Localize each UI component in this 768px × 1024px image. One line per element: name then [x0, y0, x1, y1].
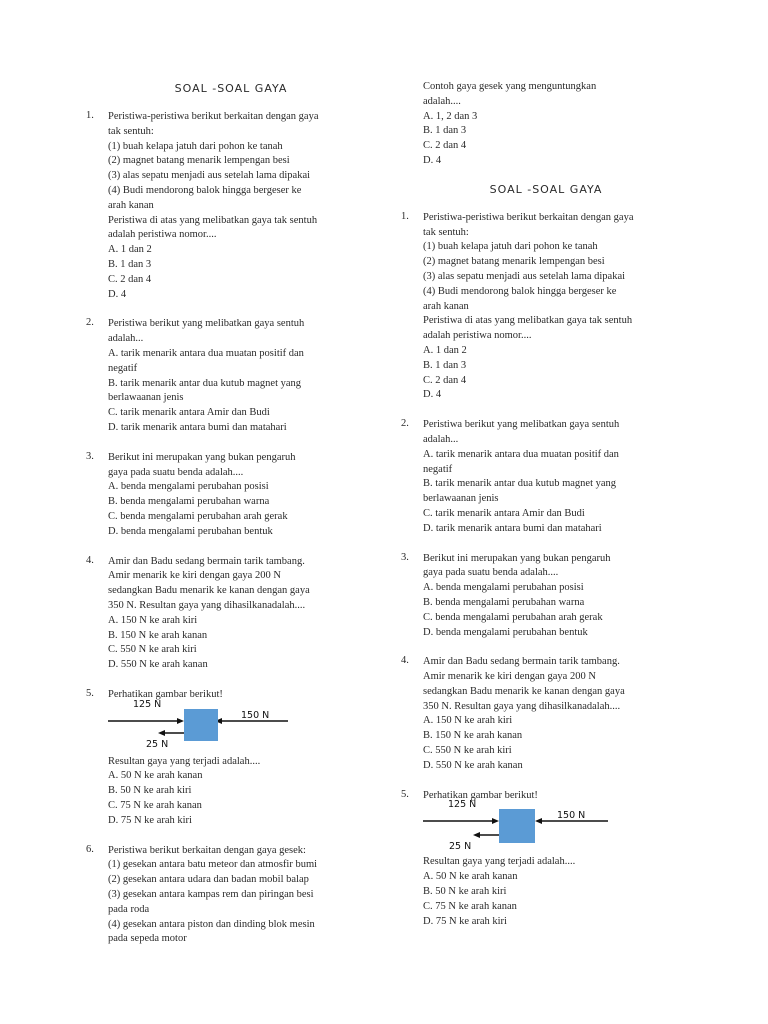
answer-option: B. 50 N ke arah kiri	[423, 886, 507, 898]
answer-option: A. 150 N ke arah kiri	[423, 715, 513, 727]
list-item: (4) gesekan antara piston dan dinding blok mesin	[108, 918, 315, 930]
question-text: Contoh gaya gesek yang menguntungkan	[423, 81, 597, 92]
question-text: Amir menarik ke kiri dengan gaya 200 N	[108, 570, 281, 582]
arrowhead	[535, 818, 542, 824]
question-number: 6.	[86, 843, 94, 855]
question-text: Peristiwa-peristiwa berikut berkaitan dengan gaya	[423, 211, 634, 223]
question-text: sedangkan Badu menarik ke kanan dengan gaya	[423, 685, 625, 697]
list-item: arah kanan	[423, 300, 469, 312]
question-3	[86, 451, 376, 540]
answer-option: A. tarik menarik antara dua muatan positif dan	[108, 347, 304, 359]
answer-option: negatif	[423, 463, 453, 475]
question-text: gaya pada suatu benda adalah....	[423, 567, 559, 579]
answer-option: A. 1 dan 2	[108, 244, 152, 256]
answer-option: A. 50 N ke arah kanan	[108, 770, 203, 782]
answer-option: C. 2 dan 4	[423, 374, 467, 386]
answer-option: berlawaanan jenis	[108, 392, 184, 404]
arrowhead	[492, 818, 499, 824]
question-text: tak sentuh:	[108, 125, 154, 137]
question-text: tak sentuh:	[423, 226, 469, 238]
question-text: Resultan gaya yang terjadi adalah....	[423, 856, 576, 868]
block	[499, 809, 535, 843]
answer-option: C. benda mengalami perubahan arah gerak	[423, 611, 603, 623]
list-item: (4) Budi mendorong balok hingga bergeser ke	[423, 285, 617, 297]
question-text: Peristiwa berikut yang melibatkan gaya sentuh	[108, 318, 305, 330]
answer-option: A. 150 N ke arah kiri	[108, 614, 198, 626]
list-item: (1) buah kelapa jatuh dari pohon ke tanah	[423, 241, 598, 253]
answer-option: A. 1 dan 2	[423, 344, 467, 356]
answer-option: A. benda mengalami perubahan posisi	[108, 481, 269, 493]
question-number: 3.	[401, 551, 409, 563]
answer-option: B. 50 N ke arah kiri	[108, 785, 192, 797]
question-4	[86, 555, 376, 673]
question-text: gaya pada suatu benda adalah....	[108, 466, 244, 478]
list-item: arah kanan	[108, 199, 154, 211]
list-item: (4) Budi mendorong balok hingga bergeser ke	[108, 184, 302, 196]
question-text: Resultan gaya yang terjadi adalah....	[108, 755, 261, 767]
answer-option: D. 4	[108, 288, 127, 300]
question-number: 4.	[401, 655, 409, 667]
answer-option: D. 550 N ke arah kanan	[108, 659, 208, 671]
answer-option: B. tarik menarik antar dua kutub magnet yang	[423, 478, 617, 490]
list-item: (3) gesekan antara kampas rem dan piringan besi	[108, 889, 314, 901]
left-column	[86, 80, 376, 962]
answer-option: A. 50 N ke arah kanan	[423, 871, 518, 883]
question-text: 350 N. Resultan gaya yang dihasilkanadalah....	[108, 599, 306, 611]
question-text: adalah peristiwa nomor....	[108, 229, 217, 241]
question-2	[401, 418, 691, 536]
force-diagram	[423, 799, 691, 853]
answer-option: B. tarik menarik antar dua kutub magnet yang	[108, 377, 302, 389]
list-item: (3) alas sepatu menjadi aus setelah lama dipakai	[423, 270, 626, 282]
answer-option: C. 75 N ke arah kanan	[423, 900, 517, 912]
force-label: 150 N	[241, 709, 270, 721]
block	[184, 709, 218, 741]
question-text: Perhatikan gambar berikut!	[423, 789, 538, 801]
question-text: adalah...	[423, 433, 459, 445]
list-item: (1) gesekan antara batu meteor dan atmosfir bumi	[108, 859, 318, 871]
answer-option: B. 1 dan 3	[108, 258, 152, 270]
force-label: 125 N	[133, 698, 162, 710]
question-text: Amir dan Badu sedang bermain tarik tambang.	[423, 656, 620, 668]
arrowhead	[158, 730, 165, 736]
answer-option: D. 75 N ke arah kiri	[423, 915, 507, 927]
question-text: Peristiwa berikut berkaitan dengan gaya gesek:	[108, 844, 306, 856]
question-5	[86, 688, 376, 829]
question-text: Amir menarik ke kiri dengan gaya 200 N	[423, 671, 596, 683]
answer-option: C. 2 dan 4	[423, 140, 467, 152]
question-text: Perhatikan gambar berikut!	[108, 688, 223, 700]
arrowhead	[177, 718, 184, 724]
question-text: Peristiwa-peristiwa berikut berkaitan dengan gaya	[108, 111, 319, 122]
list-item: (2) magnet batang menarik lempengan besi	[423, 256, 605, 268]
answer-option: D. 550 N ke arah kanan	[423, 759, 523, 771]
answer-option: negatif	[108, 362, 138, 374]
answer-option: C. tarik menarik antara Amir dan Budi	[423, 507, 585, 519]
answer-option: D. tarik menarik antara bumi dan matahari	[108, 421, 287, 433]
answer-option: C. 550 N ke arah kiri	[108, 644, 197, 656]
force-label: 125 N	[448, 799, 477, 811]
force-label: 150 N	[557, 810, 586, 822]
right-column	[401, 80, 691, 944]
question-text: Peristiwa di atas yang melibatkan gaya tak sentuh	[423, 315, 633, 327]
answer-option: B. 1 dan 3	[423, 359, 467, 371]
question-3	[401, 552, 691, 641]
question-4	[401, 655, 691, 773]
question-text: Peristiwa berikut yang melibatkan gaya sentuh	[423, 419, 620, 431]
list-item: (2) magnet batang menarik lempengan besi	[108, 155, 290, 167]
answer-option: B. 150 N ke arah kanan	[423, 730, 523, 742]
force-diagram-svg	[108, 705, 298, 753]
answer-option: B. benda mengalami perubahan warna	[108, 496, 270, 508]
question-number: 5.	[401, 788, 409, 800]
question-text: sedangkan Badu menarik ke kanan dengan gaya	[108, 585, 310, 597]
force-label: 25 N	[146, 738, 169, 750]
question-text: adalah...	[108, 333, 144, 345]
list-item: (3) alas sepatu menjadi aus setelah lama dipakai	[108, 170, 311, 182]
question-number: 3.	[86, 450, 94, 462]
question-number: 4.	[86, 554, 94, 566]
answer-option: berlawaanan jenis	[423, 493, 499, 505]
answer-option: A. 1, 2 dan 3	[423, 110, 478, 122]
answer-option: A. tarik menarik antara dua muatan positif dan	[423, 448, 619, 460]
answer-option: D. 4	[423, 154, 442, 166]
question-number: 2.	[86, 317, 94, 329]
question-6-continued	[401, 80, 691, 169]
question-text: Amir dan Badu sedang bermain tarik tambang.	[108, 555, 305, 567]
question-text: Berikut ini merupakan yang bukan pengaruh	[108, 451, 296, 463]
list-item: (1) buah kelapa jatuh dari pohon ke tanah	[108, 140, 283, 152]
question-text: Peristiwa di atas yang melibatkan gaya tak sentuh	[108, 214, 318, 226]
answer-option: D. benda mengalami perubahan bentuk	[108, 525, 273, 537]
list-item: pada roda	[108, 903, 150, 915]
answer-option: C. benda mengalami perubahan arah gerak	[108, 510, 288, 522]
answer-option: D. 4	[423, 389, 442, 401]
list-item: (2) gesekan antara udara dan badan mobil balap	[108, 874, 309, 886]
question-number: 5.	[86, 687, 94, 699]
question-1	[401, 211, 691, 403]
question-text: adalah....	[423, 95, 461, 107]
answer-option: B. 150 N ke arah kanan	[108, 629, 208, 641]
question-text: 350 N. Resultan gaya yang dihasilkanadalah....	[423, 700, 621, 712]
answer-option: D. 75 N ke arah kiri	[108, 814, 192, 826]
question-number: 2.	[401, 418, 409, 430]
answer-option: D. benda mengalami perubahan bentuk	[423, 626, 588, 638]
question-number: 1.	[401, 210, 409, 222]
answer-option: C. tarik menarik antara Amir dan Budi	[108, 407, 270, 419]
force-diagram	[108, 698, 376, 753]
answer-option: C. 550 N ke arah kiri	[423, 745, 512, 757]
arrowhead	[473, 832, 480, 838]
answer-option: D. tarik menarik antara bumi dan matahari	[423, 522, 602, 534]
question-text: adalah peristiwa nomor....	[423, 330, 532, 342]
page-title: SOAL -SOAL GAYA	[489, 182, 603, 196]
answer-option: B. 1 dan 3	[423, 125, 467, 137]
answer-option: B. benda mengalami perubahan warna	[423, 596, 585, 608]
answer-option: C. 2 dan 4	[108, 273, 152, 285]
answer-option: C. 75 N ke arah kanan	[108, 800, 202, 812]
list-item: pada sepeda motor	[108, 933, 187, 945]
question-6	[86, 844, 376, 948]
question-2	[86, 317, 376, 435]
answer-option: A. benda mengalami perubahan posisi	[423, 582, 584, 594]
force-label: 25 N	[449, 841, 472, 853]
question-5	[401, 789, 691, 930]
page-title: SOAL -SOAL GAYA	[174, 82, 288, 95]
question-text: Berikut ini merupakan yang bukan pengaruh	[423, 552, 611, 564]
question-number: 1.	[86, 110, 94, 121]
question-1	[86, 110, 376, 302]
